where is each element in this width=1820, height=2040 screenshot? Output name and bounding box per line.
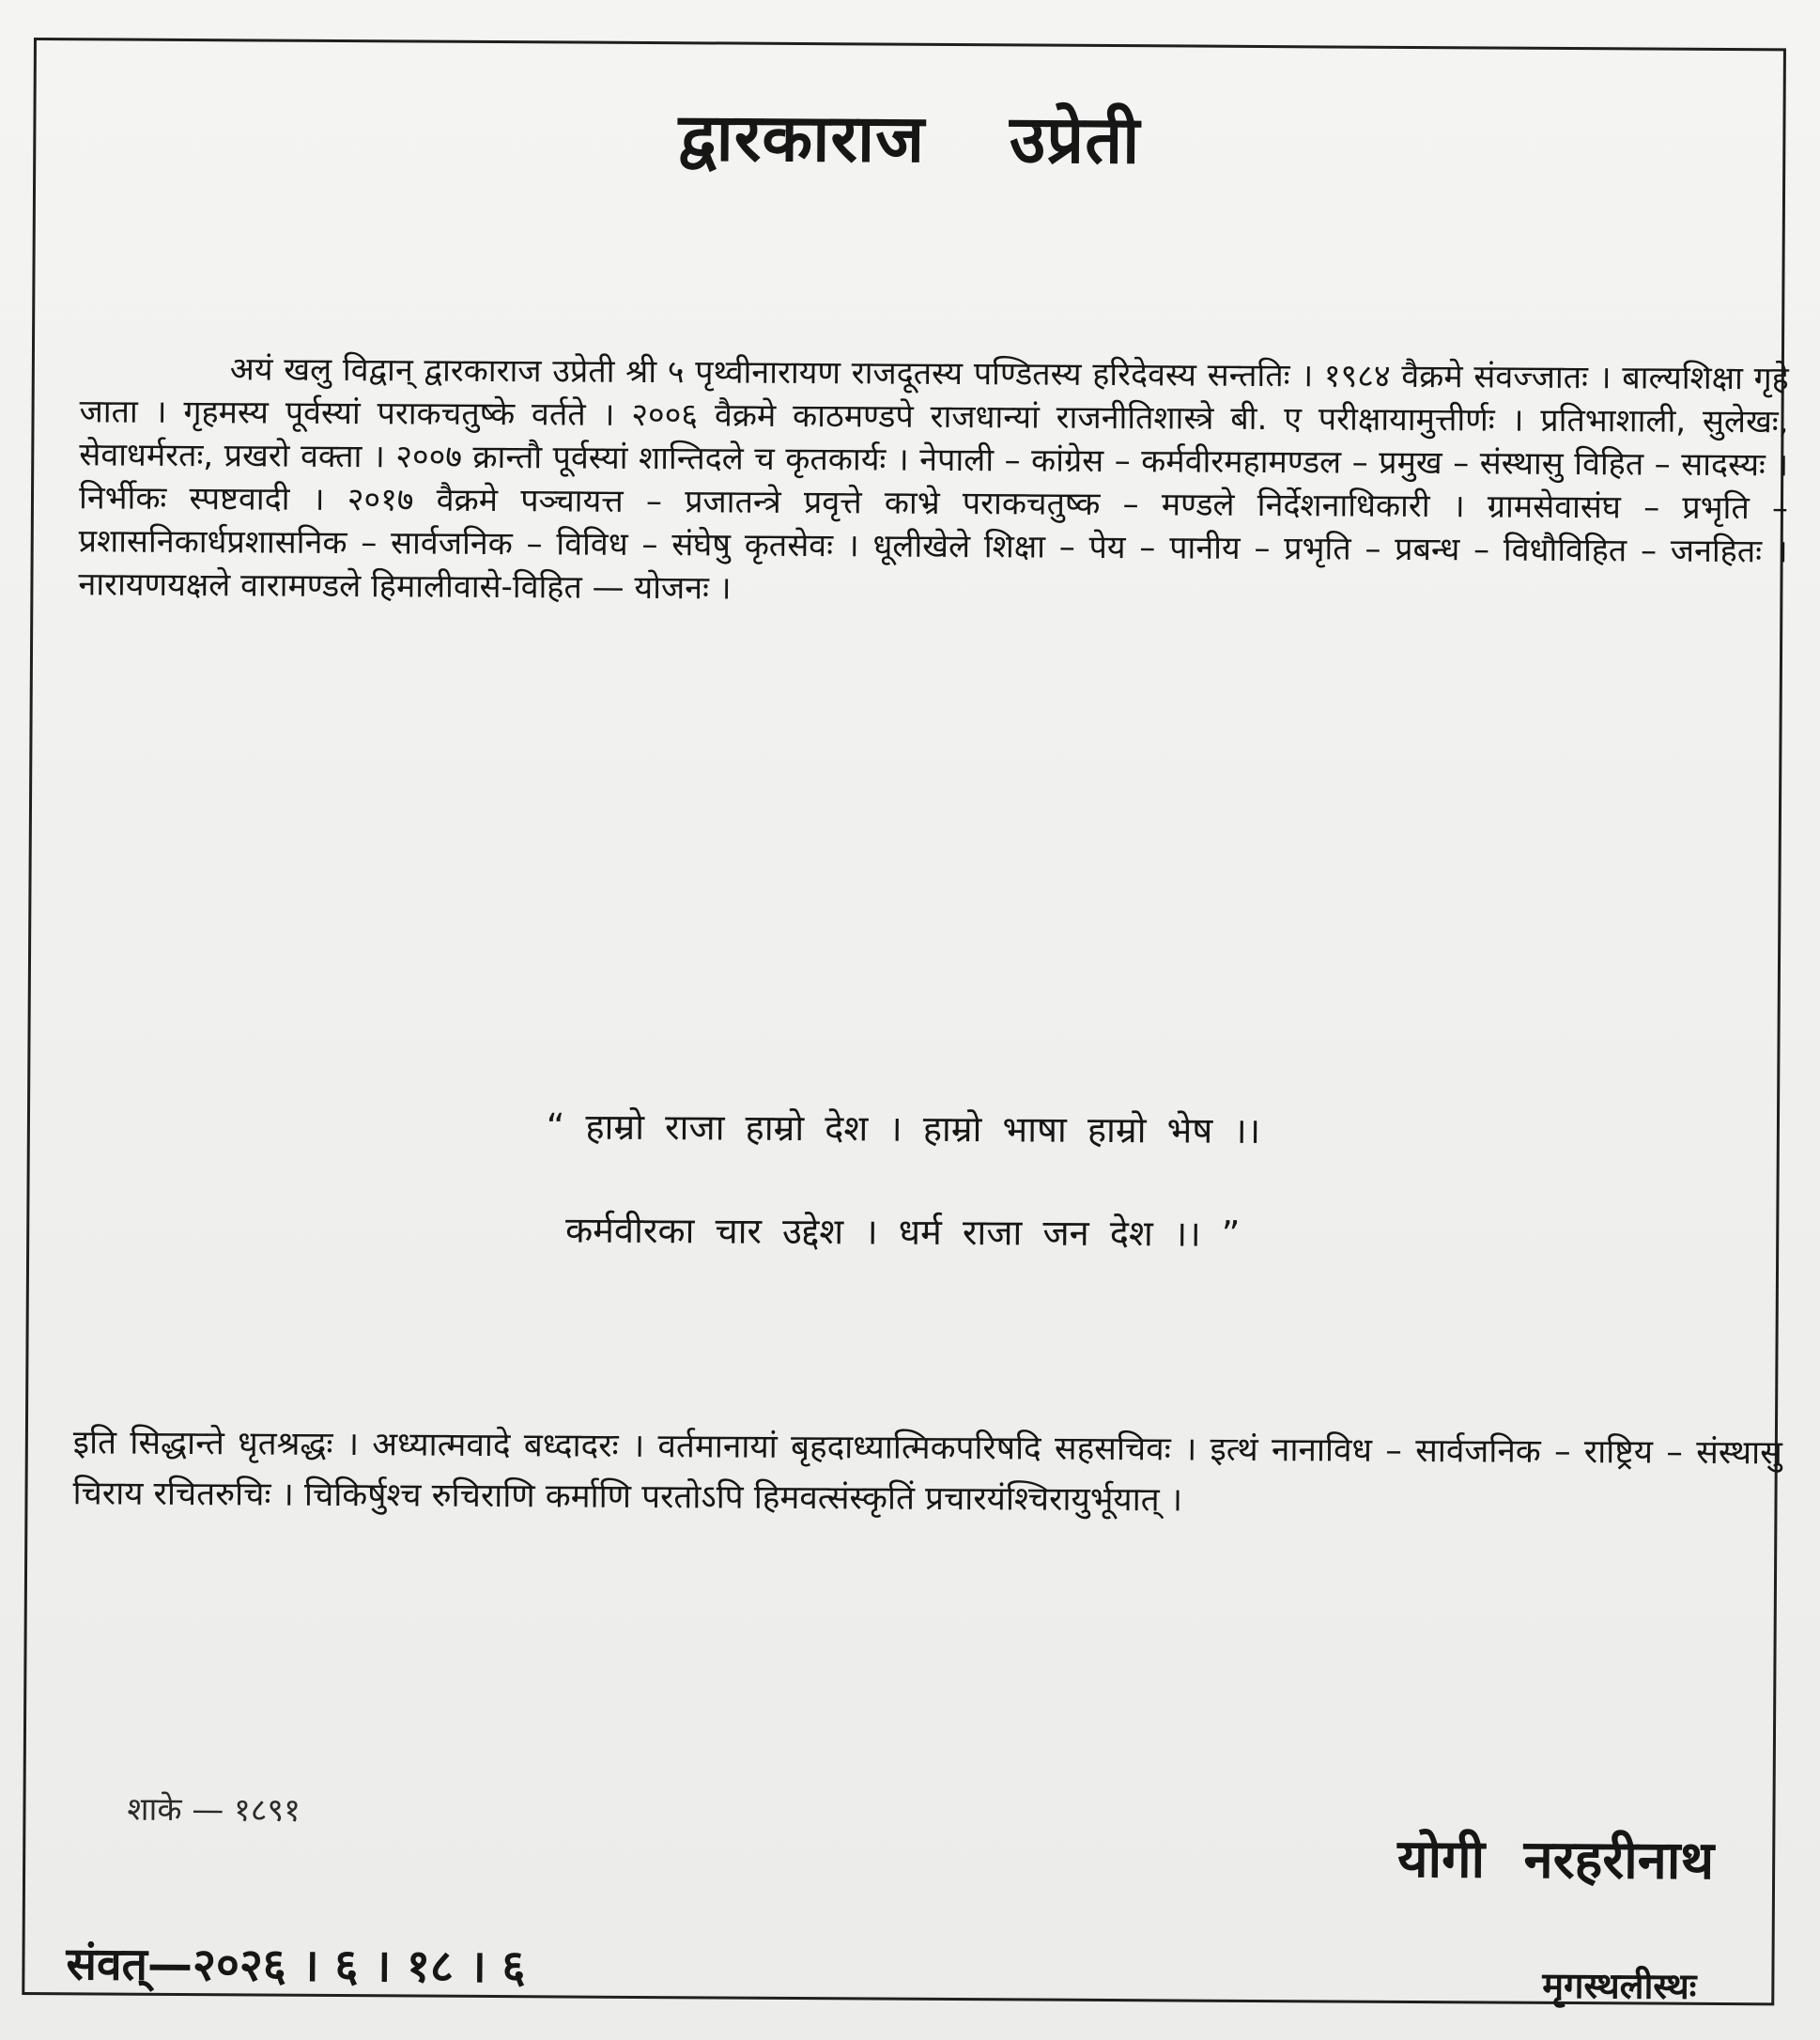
shaka-date: शाके — १८९१ [127, 1790, 301, 1830]
samvat-date: संवत्—२०२६ । ६ । १८ । ६ [66, 1938, 526, 1994]
title-surname: उप्रेती [1009, 100, 1141, 179]
quote-line-1: “ हाम्रो राजा हाम्रो देश । हाम्रो भाषा हाम्रो भेष ।। [546, 1105, 1261, 1152]
author-place: मृगस्थलीस्थः [1542, 1964, 1697, 2007]
blessing-paragraph: इति सिद्धान्ते धृतश्रद्धः । अध्यात्मवादे बध्दादरः । वर्तमानायां बृहदाध्यात्मिकपरिषदि सहसचिवः । इत्थं नानाविध – सार्वजनिक – राष्ट्रिय – संस्थासु चिराय रचितरुचिः । चिकिर्षुश्च रुचिराणि कर्माणि परतोऽपि हिमवत्संस्कृतिं प्रचारयंश्चिरायुर्भूयात् । [72, 1424, 1782, 1520]
biography-paragraph: अयं खलु विद्वान् द्वारकाराज उप्रेती श्री ५ पृथ्वीनारायण राजदूतस्य पण्डितस्य हरिदेवस्य सन्ततिः । १९८४ वैक्रमे संवज्जातः । बाल्यशिक्षा गृहे जाता । गृहमस्य पूर्वस्यां पराकचतुष्के वर्तते । २००६ वैक्रमे काठमण्डपे राजधान्यां राजनीतिशास्त्रे बी. ए परीक्षायामुत्तीर्णः । प्रतिभाशाली, सुलेखः, सेवाधर्मरतः, प्रखरो वक्ता । २००७ क्रान्तौ पूर्वस्यां शान्तिदले च कृतकार्यः । नेपाली – कांग्रेस – कर्मवीरमहामण्डल – प्रमुख – संस्थासु विहित – सादस्यः । निर्भीकः स्पष्टवादी । २०१७ वैक्रमे पञ्चायत्त – प्रजातन्त्रे प्रवृत्ते काभ्रे पराकचतुष्क – मण्डले निर्देशनाधिकारी । ग्रामसेवासंघ – प्रभृति – प्रशासनिकार्धप्रशासनिक – सार्वजनिक – विविध – संघेषु कृतसेवः । धूलीखेले शिक्षा – पेय – पानीय – प्रभृति – प्रबन्ध – विधौविहित – जनहितः । नारायणयक्षले वारामण्डले हिमालीवासे-विहित — योजनः । [78, 350, 1789, 608]
title-first-name: द्वारकाराज [678, 99, 926, 178]
quote-line-2: कर्मवीरका चार उद्देश । धर्म राजा जन देश ।। ” [564, 1209, 1241, 1255]
document-title [36, 91, 1783, 186]
page-border-frame [22, 38, 1789, 2007]
author-signature: योगी नरहरीनाथ [1396, 1828, 1715, 1892]
